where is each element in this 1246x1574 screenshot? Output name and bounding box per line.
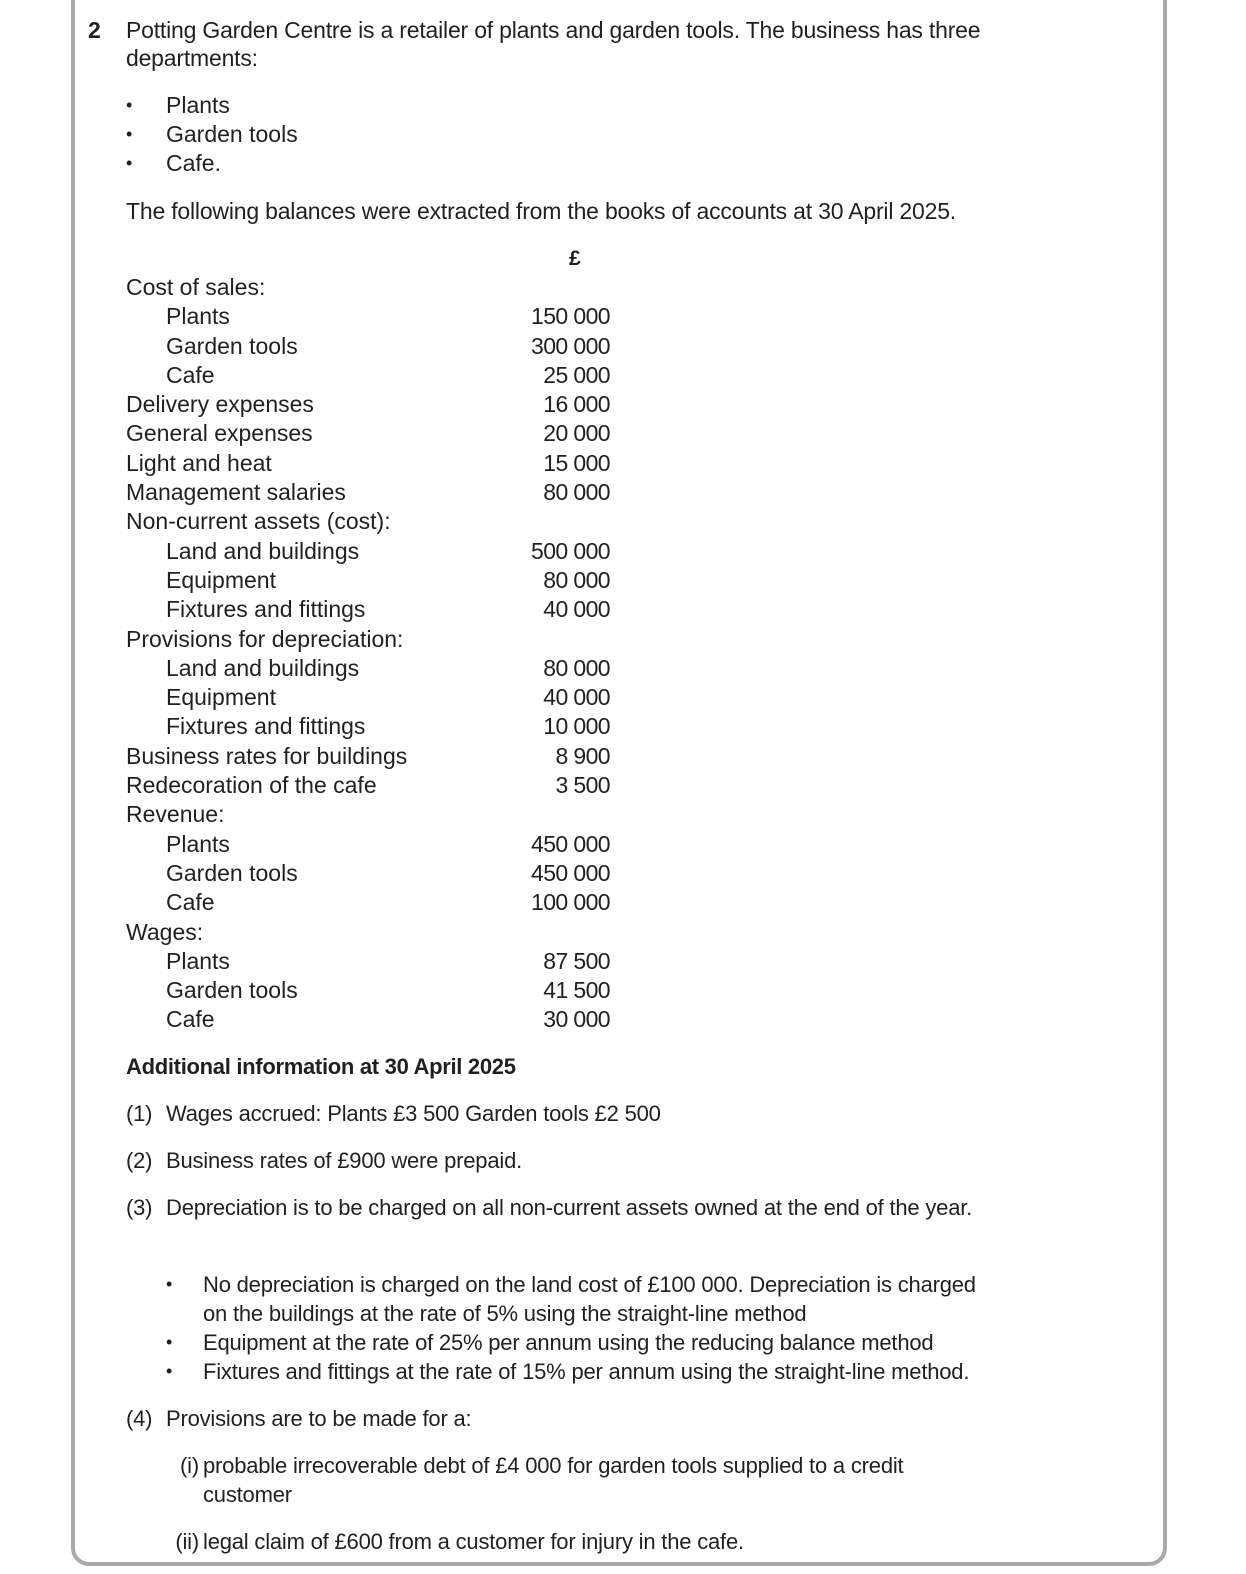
balance-row xyxy=(126,449,616,478)
balance-amount: 3 500 xyxy=(555,772,610,799)
balance-label: Management salaries xyxy=(126,479,346,506)
balance-row xyxy=(126,332,616,361)
balance-amount: 80 000 xyxy=(543,654,610,681)
balance-amount: 450 000 xyxy=(531,859,610,886)
balances-lead-text: The following balances were extracted from the books of accounts at 30 April 2025. xyxy=(126,198,956,224)
balance-row xyxy=(126,478,616,507)
question-number: 2 xyxy=(88,17,101,43)
balance-label: Fixtures and fittings xyxy=(166,713,366,740)
bullet-icon: • xyxy=(166,1274,173,1294)
balance-row xyxy=(126,771,616,800)
balance-amount: 80 000 xyxy=(543,479,610,506)
balance-amount: 10 000 xyxy=(543,713,610,740)
balance-row xyxy=(126,888,616,917)
balance-amount: 16 000 xyxy=(543,391,610,418)
balance-label: Redecoration of the cafe xyxy=(126,772,377,799)
balance-amount: 41 500 xyxy=(543,977,610,1004)
balance-row xyxy=(126,625,616,654)
depreciation-item: • No depreciation is charged on the land cost of £100 000. Depreciation is charged on the buildings at the rate of 5% using the straight-line method xyxy=(166,1272,976,1326)
question-intro: Potting Garden Centre is a retailer of plants and garden tools. The business has three departments: xyxy=(126,17,981,71)
balance-label: Equipment xyxy=(166,566,276,593)
balance-row xyxy=(126,859,616,888)
balance-row xyxy=(126,683,616,712)
balance-label: Plants xyxy=(166,830,230,857)
balance-label: Land and buildings xyxy=(166,537,360,564)
balance-amount: 87 500 xyxy=(543,947,610,974)
balance-label: Equipment xyxy=(166,684,276,711)
balance-label: Garden tools xyxy=(166,859,298,886)
additional-info-title: Additional information at 30 April 2025 xyxy=(126,1054,516,1079)
balance-row xyxy=(126,537,616,566)
balance-row xyxy=(126,361,616,390)
balance-label: Business rates for buildings xyxy=(126,742,408,769)
balance-amount: 15 000 xyxy=(543,449,610,476)
balance-row xyxy=(126,654,616,683)
balance-label: Revenue: xyxy=(126,801,225,828)
balance-amount: 500 000 xyxy=(531,537,610,564)
balance-label: General expenses xyxy=(126,420,313,447)
balance-label: Plants xyxy=(166,947,230,974)
balance-row xyxy=(126,507,616,536)
balance-label: Provisions for depreciation: xyxy=(126,625,404,652)
balance-amount: 20 000 xyxy=(543,420,610,447)
balance-label: Fixtures and fittings xyxy=(166,596,366,623)
balance-row xyxy=(126,976,616,1005)
balance-row xyxy=(126,595,616,624)
balance-label: Wages: xyxy=(126,918,204,945)
bullet-icon: • xyxy=(166,1332,173,1352)
balance-label: Plants xyxy=(166,303,230,330)
balance-row xyxy=(126,830,616,859)
currency-header: £ xyxy=(569,247,581,270)
balance-row xyxy=(126,566,616,595)
bullet-icon: • xyxy=(166,1361,173,1381)
balance-label: Garden tools xyxy=(166,332,298,359)
depreciation-item: • Equipment at the rate of 25% per annum using the reducing balance method xyxy=(166,1330,934,1355)
balance-amount: 150 000 xyxy=(531,303,610,330)
balance-label: Cafe xyxy=(166,889,215,916)
balance-amount: 100 000 xyxy=(531,889,610,916)
balance-row xyxy=(126,800,616,829)
balance-label: Delivery expenses xyxy=(126,391,314,418)
balance-amount: 25 000 xyxy=(543,361,610,388)
balance-row xyxy=(126,918,616,947)
balance-row xyxy=(126,390,616,419)
balance-label: Garden tools xyxy=(166,977,298,1004)
balance-label: Land and buildings xyxy=(166,654,360,681)
bullet-icon: • xyxy=(126,153,133,173)
balance-amount: 450 000 xyxy=(531,830,610,857)
balance-amount: 30 000 xyxy=(543,1006,610,1033)
balance-label: Non-current assets (cost): xyxy=(126,508,391,535)
depreciation-list xyxy=(166,1270,1083,1386)
balance-amount: 40 000 xyxy=(543,596,610,623)
balance-row xyxy=(126,947,616,976)
balance-amount: 8 900 xyxy=(555,742,610,769)
balance-label: Cafe xyxy=(166,361,215,388)
balance-label: Cafe xyxy=(166,1006,215,1033)
balance-amount: 40 000 xyxy=(543,684,610,711)
balance-row xyxy=(126,742,616,771)
balance-label: Cost of sales: xyxy=(126,274,266,300)
balance-row xyxy=(126,712,616,741)
balance-amount: 80 000 xyxy=(543,566,610,593)
balance-amount: 300 000 xyxy=(531,332,610,359)
balances-table xyxy=(126,273,616,1035)
balance-row xyxy=(126,1005,616,1034)
balance-row xyxy=(126,302,616,331)
balance-row xyxy=(126,273,616,302)
depreciation-item: • Fixtures and fittings at the rate of 15% per annum using the straight-line method. xyxy=(166,1359,970,1384)
balance-label: Light and heat xyxy=(126,449,272,476)
bullet-icon: • xyxy=(126,95,133,115)
bullet-icon: • xyxy=(126,124,133,144)
balance-row xyxy=(126,419,616,448)
